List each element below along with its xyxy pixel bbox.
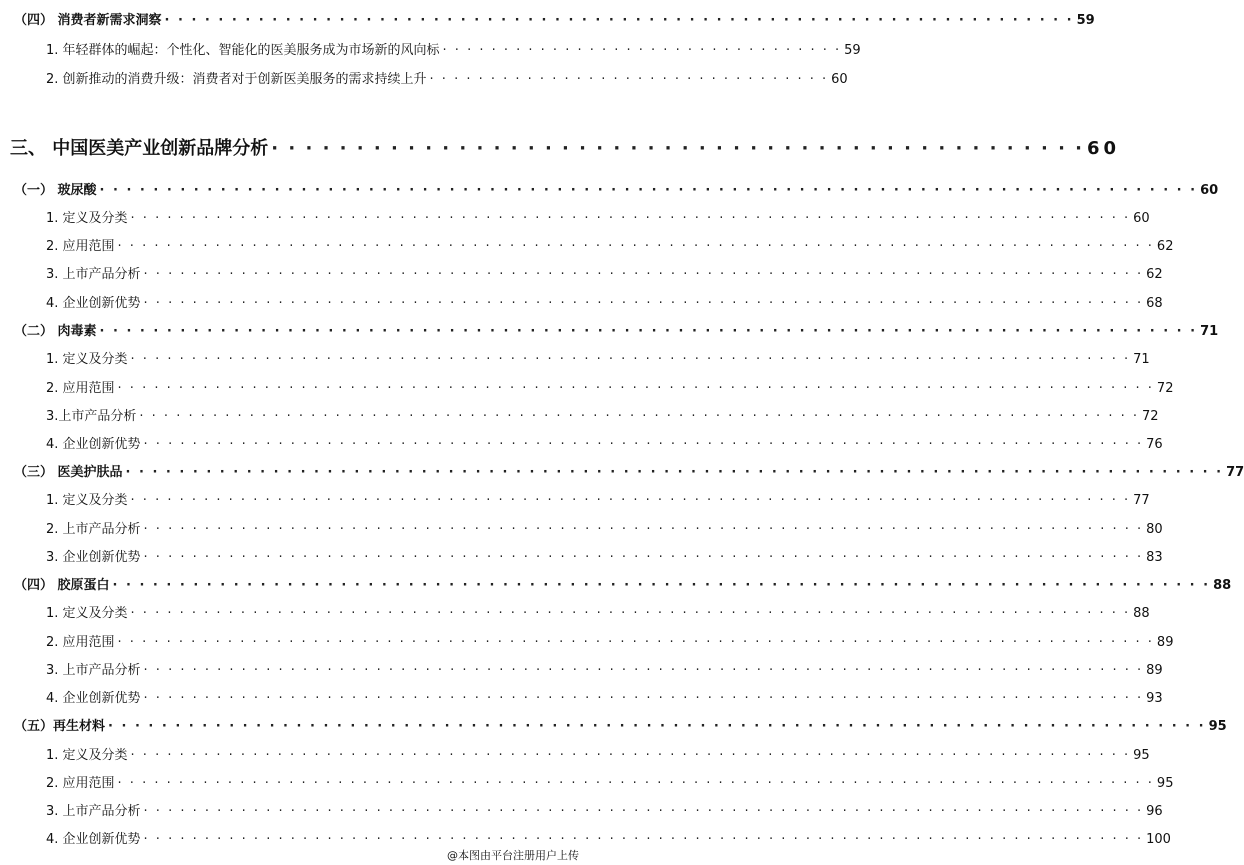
toc-entry-title: 三、 中国医美产业创新品牌分析 (10, 138, 269, 159)
toc-page-number: 71 (1133, 352, 1150, 367)
toc-page-number: 77 (1133, 493, 1150, 508)
toc-page-number: 100 (1146, 832, 1171, 847)
dot-leader: · · · · · · · · · · · · · · · · · · · · · · · · · · · · · · · · · · · · · · · · · · · · · · · · · · · · · · · · · · · · · · · · · · · · · · · · · · · · · · · · · · (112, 578, 1211, 593)
toc-page-number: 88 (1213, 578, 1232, 593)
toc-page-number: 72 (1156, 381, 1174, 396)
dot-leader: · · · · · · · · · · · · · · · · · · · · · · · · · · · · · · · · · · · · · · · · · · · · · · · · · · · · · · · · · · · · · · · · · · · · · · · · · · · · · · · · · · · · · (117, 635, 1154, 650)
toc-entry[interactable] (46, 492, 1150, 510)
toc-entry[interactable] (46, 266, 1163, 284)
dot-leader: · · · · · · · · · · · · · · · · · · · · · · · · · · · · · · · · · · · · · · · · · · · · · · · · · · · · · · · · · · · · · · · · · · · · · · · · · · · · · · · · · · (143, 522, 1144, 537)
toc-chapter-entry[interactable] (10, 137, 1121, 161)
toc-entry[interactable] (46, 662, 1163, 680)
toc-entry[interactable] (46, 42, 861, 60)
dot-leader: · · · · · · · · · · · · · · · · · · · · · · · · · · · · · · · · · · · · · · · · · · · · · · · · · · · · · · · · · · · · · · · · · · · · · · · · · · · · · · · · · · (130, 211, 1131, 226)
toc-entry[interactable] (46, 634, 1174, 652)
toc-entry-title: 1. 年轻群体的崛起：个性化、智能化的医美服务成为市场新的风向标 (46, 43, 440, 58)
dot-leader: · · · · · · · · · · · · · · · · · · · · · · · · · · · · · · · · · · · · · · · · · · · · · · · · · · · · · · · · · · · · · · · · · · · · · · · · · · · · · · · · · · (139, 409, 1139, 424)
toc-entry-title: 4. 企业创新优势 (46, 691, 141, 706)
toc-page-number: 80 (1146, 522, 1163, 537)
toc-page-number: 96 (1146, 804, 1163, 819)
dot-leader: · · · · · · · · · · · · · · · · · · · · · · · · · · · · · · · · · · · · · · · · · · · · · · · · · · · · · · · · · · · · · · · · · · · · · · · · · · · · · · · · · · (143, 437, 1144, 452)
toc-entry-title: 4. 企业创新优势 (46, 296, 141, 311)
toc-entry-title: 1. 定义及分类 (46, 493, 128, 508)
toc-entry[interactable] (14, 718, 1227, 736)
toc-page-number: 77 (1226, 465, 1244, 480)
toc-page-number: 93 (1146, 691, 1163, 706)
toc-entry-title: 1. 定义及分类 (46, 748, 128, 763)
toc-entry[interactable] (46, 521, 1163, 539)
dot-leader: · · · · · · · · · · · · · · · · · · · · · · · · · · · · · · · · · · · · · · · · · · · · · · · · · · · · · · · · · · · · · · · · · · · · · · · · · · · · · · · · · · (99, 183, 1198, 198)
toc-page-number: 83 (1146, 550, 1163, 565)
toc-entry[interactable] (46, 295, 1163, 313)
dot-leader: · · · · · · · · · · · · · · · · · · · · · · · · · · · · · · · · · · · · · · · · · · · · · · · · (271, 138, 1085, 159)
dot-leader: · · · · · · · · · · · · · · · · · · · · · · · · · · · · · · · · · · · · · · · · · · · · · · · · · · · · · · · · · · · · · · · · · · · · · · · · · · · · · · · · · · (99, 324, 1198, 339)
dot-leader: · · · · · · · · · · · · · · · · · · · · · · · · · · · · · · · · · · · · · · · · · · · · · · · · · · · · · · · · · · · · · · · · · · · · · · · · · · · · · · · · · · (130, 748, 1131, 763)
toc-entry-title: （四） 消费者新需求洞察 (14, 13, 162, 28)
toc-entry-title: （一） 玻尿酸 (14, 183, 97, 198)
toc-entry-title: （五）再生材料 (14, 719, 106, 734)
toc-entry[interactable] (46, 238, 1174, 256)
toc-page-number: 59 (844, 43, 861, 58)
toc-entry-title: 3. 企业创新优势 (46, 550, 141, 565)
toc-page-number: 60 (1087, 138, 1121, 159)
toc-page-number: 95 (1208, 719, 1227, 734)
toc-entry[interactable] (46, 380, 1174, 398)
toc-entry-title: 2. 上市产品分析 (46, 522, 141, 537)
toc-page-number: 59 (1076, 13, 1095, 28)
toc-entry[interactable] (46, 210, 1150, 228)
dot-leader: · · · · · · · · · · · · · · · · · · · · · · · · · · · · · · · · · · · · · · · · · · · · · · · · · · · · · · · · · · · · · · · · · · · · · · · · · · · · · · · · · · · · · (117, 776, 1154, 791)
toc-entry[interactable] (14, 12, 1095, 30)
toc-entry-title: 2. 创新推动的消费升级：消费者对于创新医美服务的需求持续上升 (46, 72, 427, 87)
toc-entry-title: （二） 肉毒素 (14, 324, 97, 339)
toc-entry[interactable] (46, 803, 1163, 821)
toc-entry-title: 3. 上市产品分析 (46, 267, 141, 282)
toc-entry[interactable] (46, 436, 1163, 454)
dot-leader: · · · · · · · · · · · · · · · · · · · · · · · · · · · · · · · · · (442, 43, 842, 58)
toc-page-number: 68 (1146, 296, 1163, 311)
toc-page-number: 60 (1133, 211, 1150, 226)
toc-entry[interactable] (14, 182, 1219, 200)
toc-entry[interactable] (46, 747, 1150, 765)
upload-watermark: @本图由平台注册用户上传 (447, 849, 579, 862)
toc-entry[interactable] (46, 549, 1163, 567)
toc-entry-title: 2. 应用范围 (46, 635, 115, 650)
dot-leader: · · · · · · · · · · · · · · · · · · · · · · · · · · · · · · · · · · · · · · · · · · · · · · · · · · · · · · · · · · · · · · · · · · · · (164, 13, 1074, 28)
toc-entry[interactable] (46, 408, 1159, 426)
dot-leader: · · · · · · · · · · · · · · · · · · · · · · · · · · · · · · · · · · · · · · · · · · · · · · · · · · · · · · · · · · · · · · · · · · · · · · · · · · · · · · · · · · (143, 663, 1144, 678)
toc-entry-title: （三） 医美护肤品 (14, 465, 123, 480)
toc-entry-title: 1. 定义及分类 (46, 211, 128, 226)
toc-entry[interactable] (46, 690, 1163, 708)
toc-entry-title: 4. 企业创新优势 (46, 437, 141, 452)
toc-entry-title: 2. 应用范围 (46, 239, 115, 254)
toc-page-number: 72 (1141, 409, 1159, 424)
dot-leader: · · · · · · · · · · · · · · · · · · · · · · · · · · · · · · · · · · · · · · · · · · · · · · · · · · · · · · · · · · · · · · · · · · · · · · · · · · · · · · · · · · (143, 804, 1144, 819)
dot-leader: · · · · · · · · · · · · · · · · · · · · · · · · · · · · · · · · · · · · · · · · · · · · · · · · · · · · · · · · · · · · · · · · · · · · · · · · · · · · · · · · · · · · · (117, 239, 1154, 254)
toc-entry-title: 3. 上市产品分析 (46, 663, 141, 678)
dot-leader: · · · · · · · · · · · · · · · · · · · · · · · · · · · · · · · · · · · · · · · · · · · · · · · · · · · · · · · · · · · · · · · · · · · · · · · · · · · · · · · · · · (143, 691, 1144, 706)
toc-page-number: 76 (1146, 437, 1163, 452)
toc-page-number: 62 (1156, 239, 1174, 254)
toc-entry-title: 2. 应用范围 (46, 381, 115, 396)
toc-entry[interactable] (14, 577, 1232, 595)
dot-leader: · · · · · · · · · · · · · · · · · · · · · · · · · · · · · · · · · · · · · · · · · · · · · · · · · · · · · · · · · · · · · · · · · · · · · · · · · · · · · · · · · · (130, 606, 1131, 621)
toc-entry[interactable] (46, 605, 1150, 623)
toc-page-number: 95 (1133, 748, 1150, 763)
toc-page-number: 88 (1133, 606, 1150, 621)
toc-page-number: 89 (1146, 663, 1163, 678)
toc-page-number: 60 (1200, 183, 1219, 198)
dot-leader: · · · · · · · · · · · · · · · · · · · · · · · · · · · · · · · · · · · · · · · · · · · · · · · · · · · · · · · · · · · · · · · · · · · · · · · · · · · · · · · · · · (130, 352, 1131, 367)
toc-entry[interactable] (46, 775, 1174, 793)
toc-entry-title: 2. 应用范围 (46, 776, 115, 791)
toc-entry[interactable] (14, 464, 1244, 482)
dot-leader: · · · · · · · · · · · · · · · · · · · · · · · · · · · · · · · · · · · · · · · · · · · · · · · · · · · · · · · · · · · · · · · · · · · · · · · · · · · · · · · · · · (108, 719, 1206, 734)
toc-entry[interactable] (46, 71, 848, 89)
dot-leader: · · · · · · · · · · · · · · · · · · · · · · · · · · · · · · · · · · · · · · · · · · · · · · · · · · · · · · · · · · · · · · · · · · · · · · · · · · · · · · · · · · · · · (117, 381, 1154, 396)
dot-leader: · · · · · · · · · · · · · · · · · · · · · · · · · · · · · · · · · · · · · · · · · · · · · · · · · · · · · · · · · · · · · · · · · · · · · · · · · · · · · · · · · · (130, 493, 1131, 508)
dot-leader: · · · · · · · · · · · · · · · · · · · · · · · · · · · · · · · · · · · · · · · · · · · · · · · · · · · · · · · · · · · · · · · · · · · · · · · · · · · · · · · · · · (143, 296, 1144, 311)
dot-leader: · · · · · · · · · · · · · · · · · · · · · · · · · · · · · · · · · · · · · · · · · · · · · · · · · · · · · · · · · · · · · · · · · · · · · · · · · · · · · · · · · · (143, 832, 1144, 847)
toc-page-number: 89 (1156, 635, 1174, 650)
toc-entry-title: 1. 定义及分类 (46, 606, 128, 621)
toc-entry[interactable] (46, 351, 1150, 369)
toc-entry-title: （四） 胶原蛋白 (14, 578, 110, 593)
toc-entry-title: 4. 企业创新优势 (46, 832, 141, 847)
dot-leader: · · · · · · · · · · · · · · · · · · · · · · · · · · · · · · · · · · · · · · · · · · · · · · · · · · · · · · · · · · · · · · · · · · · · · · · · · · · · · · · · · · (143, 550, 1144, 565)
toc-page-number: 62 (1146, 267, 1163, 282)
toc-page-number: 95 (1156, 776, 1174, 791)
toc-page-number: 71 (1200, 324, 1219, 339)
dot-leader: · · · · · · · · · · · · · · · · · · · · · · · · · · · · · · · · · · · · · · · · · · · · · · · · · · · · · · · · · · · · · · · · · · · · · · · · · · · · · · · · · · (143, 267, 1144, 282)
toc-entry-title: 1. 定义及分类 (46, 352, 128, 367)
dot-leader: · · · · · · · · · · · · · · · · · · · · · · · · · · · · · · · · · (429, 72, 829, 87)
toc-entry[interactable] (14, 323, 1219, 341)
toc-entry-title: 3.上市产品分析 (46, 409, 137, 424)
dot-leader: · · · · · · · · · · · · · · · · · · · · · · · · · · · · · · · · · · · · · · · · · · · · · · · · · · · · · · · · · · · · · · · · · · · · · · · · · · · · · · · · · · (125, 465, 1224, 480)
toc-page-number: 60 (831, 72, 848, 87)
toc-entry-title: 3. 上市产品分析 (46, 804, 141, 819)
